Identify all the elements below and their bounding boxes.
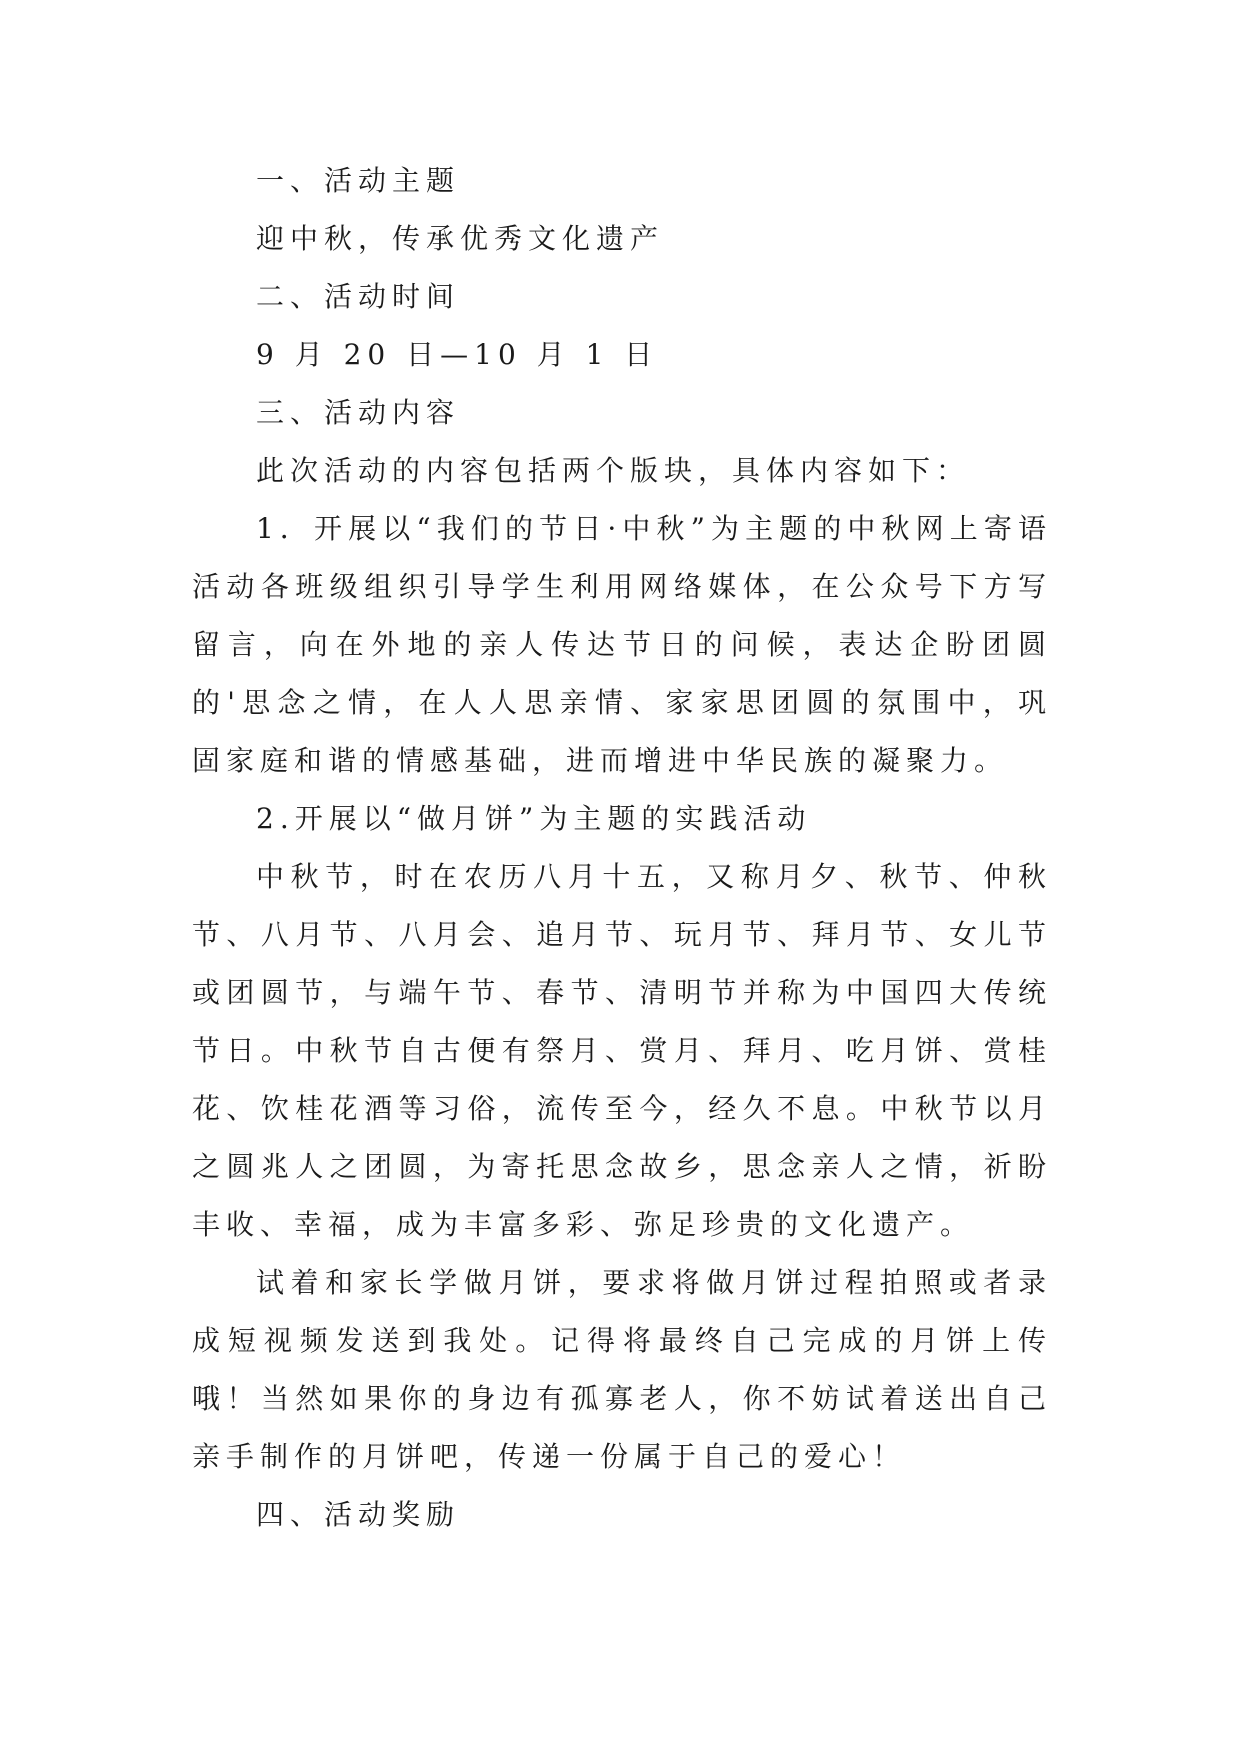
content-item-2: 2.开展以“做月饼”为主题的实践活动: [256, 802, 812, 835]
festival-description: 中秋节，时在农历八月十五，又称月夕、秋节、仲秋节、八月节、八月会、追月节、玩月节、拜月节、女儿节或团圆节，与端午节、春节、清明节并称为中国四大传统节日。中秋节自古便有祭月、赏月、拜月、吃月饼、赏桂花、饮桂花酒等习俗，流传至今，经久不息。中秋节以月之圆兆人之团圆，为寄托思念故乡，思念亲人之情，祈盼丰收、幸福，成为丰富多彩、弥足珍贵的文化遗产。: [192, 860, 1052, 1241]
time-text: 9 月 20 日—10 月 1 日: [256, 338, 659, 371]
content-intro: 此次活动的内容包括两个版块，具体内容如下：: [256, 454, 971, 487]
content-item-1: 1．开展以“我们的节日·中秋”为主题的中秋网上寄语活动各班级组织引导学生利用网络媒体，在公众号下方写留言，向在外地的亲人传达节日的问候，表达企盼团圆的'思念之情，在人人思亲情、家家思团圆的氛围中，巩固家庭和谐的情感基础，进而增进中华民族的凝聚力。: [192, 512, 1052, 777]
section-heading-theme: 一、活动主题: [256, 164, 461, 197]
section-heading-reward: 四、活动奖励: [256, 1498, 461, 1531]
section-heading-time: 二、活动时间: [256, 280, 461, 313]
section-heading-content: 三、活动内容: [256, 396, 461, 429]
mooncake-task: 试着和家长学做月饼，要求将做月饼过程拍照或者录成短视频发送到我处。记得将最终自己完成的月饼上传哦！当然如果你的身边有孤寡老人，你不妨试着送出自己亲手制作的月饼吧，传递一份属于自己的爱心！: [192, 1266, 1052, 1473]
theme-text: 迎中秋，传承优秀文化遗产: [256, 222, 665, 255]
document-body: [192, 152, 1052, 1544]
